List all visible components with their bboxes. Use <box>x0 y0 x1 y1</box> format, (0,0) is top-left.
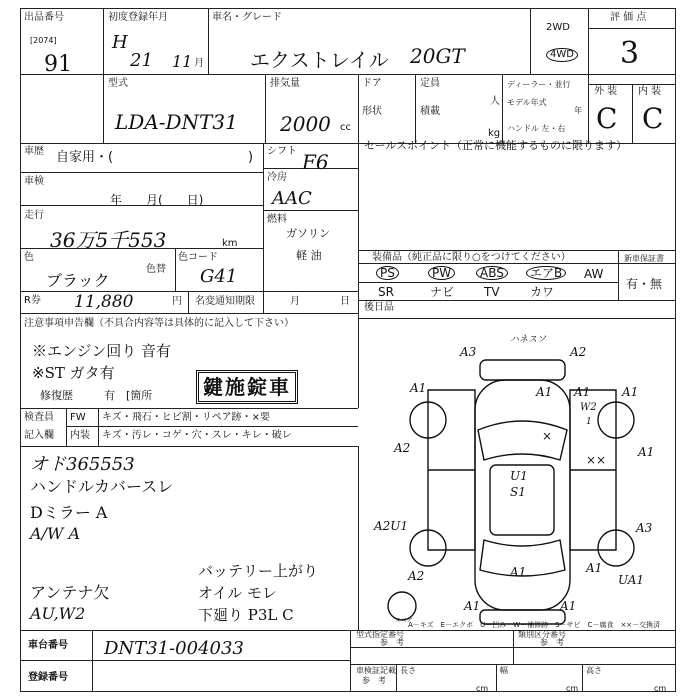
mileage-label: 走行 <box>24 210 44 221</box>
mark-3: A1 <box>410 381 427 395</box>
interior-grade: C <box>642 102 664 135</box>
fuel-diesel: 軽 油 <box>296 249 322 262</box>
mark-5: A1 <box>574 385 591 399</box>
first-reg-label: 初度登録年月 <box>108 12 168 23</box>
inspector-label-1: 検査員 <box>24 412 54 423</box>
color-label: 色 <box>24 252 34 263</box>
fw-label: FW <box>70 412 86 423</box>
model-year-label: モデル年式 <box>507 98 547 107</box>
equip-ps: PS <box>376 266 399 280</box>
ac-label: 冷房 <box>267 172 287 183</box>
displacement-label: 排気量 <box>270 78 300 89</box>
mark-13: A2U1 <box>374 519 409 533</box>
drive-2wd: 2WD <box>546 22 570 33</box>
chassis-label: 車台番号 <box>28 640 68 651</box>
spare-label: スペア <box>394 617 413 624</box>
history-label: 車歴 <box>24 146 44 157</box>
warranty-value: 有・無 <box>626 277 663 291</box>
recycle-label: R券 <box>24 295 41 306</box>
mark-15: A1 <box>510 565 527 579</box>
note-line-2: ※ST ガタ有 <box>32 364 115 382</box>
cc-unit: cc <box>340 122 351 133</box>
windshield <box>478 421 567 460</box>
km-unit: km <box>222 238 238 249</box>
reg-label: 登録番号 <box>28 672 68 683</box>
equip-pw: PW <box>428 266 455 280</box>
exterior-label: 外 装 <box>594 86 618 97</box>
equip-navi: ナビ <box>430 285 455 299</box>
recycle-value: 11,880 <box>74 292 134 312</box>
sales-label: セールスポイント（正常に機能するものに限ります） <box>364 139 628 152</box>
cert-ref: 参 考 <box>380 638 404 647</box>
mark-19: A1 <box>464 599 481 613</box>
tax-day: 日 <box>340 296 350 307</box>
equip-aw: AW <box>584 267 604 281</box>
mark-8: A2 <box>394 441 411 455</box>
remark-1: オド365553 <box>30 454 135 475</box>
equip-tv: TV <box>484 285 500 299</box>
kg-unit: kg <box>488 128 501 139</box>
ac-value: AAC <box>272 188 312 209</box>
warranty-label: 新車保証書 <box>624 254 664 263</box>
fw-items: キズ・飛石・ヒビ割・リペア跡・×要 <box>102 412 270 423</box>
height-label: 高さ <box>586 666 602 675</box>
grade: 20GT <box>410 44 465 68</box>
dealer-label: ディーラー・並行 <box>507 80 571 89</box>
fuel-gasoline: ガソリン <box>286 227 330 240</box>
inspection-label: 車検 <box>24 176 44 187</box>
mark-6: W2 <box>580 402 597 413</box>
month-unit: 月 <box>194 58 204 69</box>
lot-number: 91 <box>44 52 72 77</box>
afterfit-label: 後日品 <box>364 302 394 313</box>
remark-3: Dミラー A <box>30 503 108 522</box>
inner-items: キズ・汚レ・コゲ・穴・スレ・キレ・破レ <box>102 430 292 441</box>
length-cm: cm <box>476 684 489 693</box>
door-label: ドア <box>362 78 382 89</box>
colorcode-label: 色コード <box>178 252 218 263</box>
mark-2: A2 <box>570 345 587 359</box>
history-close: ) <box>248 150 254 165</box>
history-value: 自家用・( <box>56 150 114 165</box>
mark-21: × <box>542 429 553 443</box>
displacement: 2000 <box>280 112 331 136</box>
inner-label: 内装 <box>70 430 90 441</box>
note-line-1: ※エンジン回り 音有 <box>32 342 172 360</box>
lot-label: 出品番号 <box>24 12 64 23</box>
mark-20: A1 <box>560 599 577 613</box>
front-bumper <box>480 360 565 380</box>
mark-7: A1 <box>622 385 639 399</box>
name-label: 車名・グレード <box>212 12 282 23</box>
remark-7: バッテリー上がり <box>198 562 319 580</box>
shift-label: シフト <box>267 146 297 157</box>
mark-22: 1 <box>586 417 592 427</box>
handle-label: ハンドル 左・右 <box>507 124 566 133</box>
class-label: 類別区分番号 <box>518 630 566 639</box>
size-label: 車検証記載 <box>356 666 396 675</box>
mark-9: ×× <box>586 453 607 467</box>
spare-wheel <box>388 592 416 620</box>
remark-8: オイル モレ <box>198 584 278 602</box>
model-code: LDA-DNT31 <box>115 110 238 134</box>
score-label: 評 価 点 <box>610 12 647 23</box>
inspector-label-2: 記入欄 <box>24 430 54 441</box>
damage-diagram <box>360 320 676 630</box>
tax-label: 名変通知期限 <box>195 296 255 307</box>
equipment-label: 装備品（純正品に限り○をつけてください） <box>372 252 571 263</box>
remark-5: アンテナ欠 <box>30 583 110 602</box>
remark-2: ハンドルカバースレ <box>30 477 174 496</box>
lot-sub: [2074] <box>30 36 57 45</box>
shift-value: F6 <box>302 150 329 174</box>
score: 3 <box>620 36 640 71</box>
inspection-value: 年 月( 日) <box>110 193 204 207</box>
fuel-label: 燃料 <box>267 214 287 225</box>
width-label: 幅 <box>500 666 508 675</box>
remark-6: AU,W2 <box>30 604 86 623</box>
mark-17: A1 <box>586 561 603 575</box>
equip-abs: ABS <box>476 266 508 280</box>
mark-4: A1 <box>536 385 553 399</box>
color-value: ブラック <box>46 271 110 290</box>
yen-unit: 円 <box>172 296 182 307</box>
damage-legend: A－キズ E－エクボ U－凹み W－補修跡 S－サビ C－腐食 ××－交換済 <box>408 621 661 629</box>
recolor-label: 色替 <box>146 264 166 275</box>
drive-4wd: 4WD <box>546 48 578 62</box>
shape-label: 形状 <box>362 106 382 117</box>
mark-11: U1 <box>510 469 528 483</box>
length-label: 長さ <box>400 666 416 675</box>
mark-14: A3 <box>636 521 653 535</box>
mark-10: A1 <box>638 445 655 459</box>
year-unit: 年 <box>574 106 582 115</box>
class-ref: 参 考 <box>540 638 564 647</box>
mark-12: S1 <box>510 485 526 499</box>
mileage-value: 36万5千553 <box>50 228 167 252</box>
equip-leather: カワ <box>530 285 555 299</box>
interior-label: 内 装 <box>638 86 662 97</box>
tax-month: 月 <box>290 296 300 307</box>
person-unit: 人 <box>490 96 500 107</box>
reg-month: 11 <box>172 52 193 71</box>
load-label: 積載 <box>420 106 440 117</box>
exterior-grade: C <box>596 102 618 135</box>
cert-label: 型式指定番号 <box>356 630 404 639</box>
repair-value: 有 [箇所 <box>104 389 153 402</box>
colorcode-value: G41 <box>200 266 238 287</box>
era: H <box>112 32 128 53</box>
size-ref: 参 考 <box>362 676 386 685</box>
reg-year: 21 <box>130 50 153 71</box>
remark-4: A/W A <box>30 524 81 543</box>
remark-9: 下廻り P3L C <box>198 606 294 624</box>
car-name: エクストレイル <box>250 48 389 72</box>
model-label: 型式 <box>108 78 128 89</box>
mark-1: ハネスソ <box>510 335 547 345</box>
mark-0: A3 <box>460 345 477 359</box>
repair-label: 修復歴 <box>40 389 73 402</box>
capacity-label: 定員 <box>420 78 440 89</box>
lock-stamp: 鍵施錠車 <box>196 370 298 404</box>
equip-sr: SR <box>378 285 394 299</box>
mark-18: UA1 <box>618 573 645 587</box>
height-cm: cm <box>654 684 667 693</box>
width-cm: cm <box>566 684 579 693</box>
equip-airbag: エアB <box>526 266 566 280</box>
notes-label: 注意事項申告欄（不具合内容等は具体的に記入して下さい） <box>24 318 294 329</box>
mark-16: A2 <box>408 569 425 583</box>
chassis-value: DNT31-004033 <box>104 638 244 659</box>
